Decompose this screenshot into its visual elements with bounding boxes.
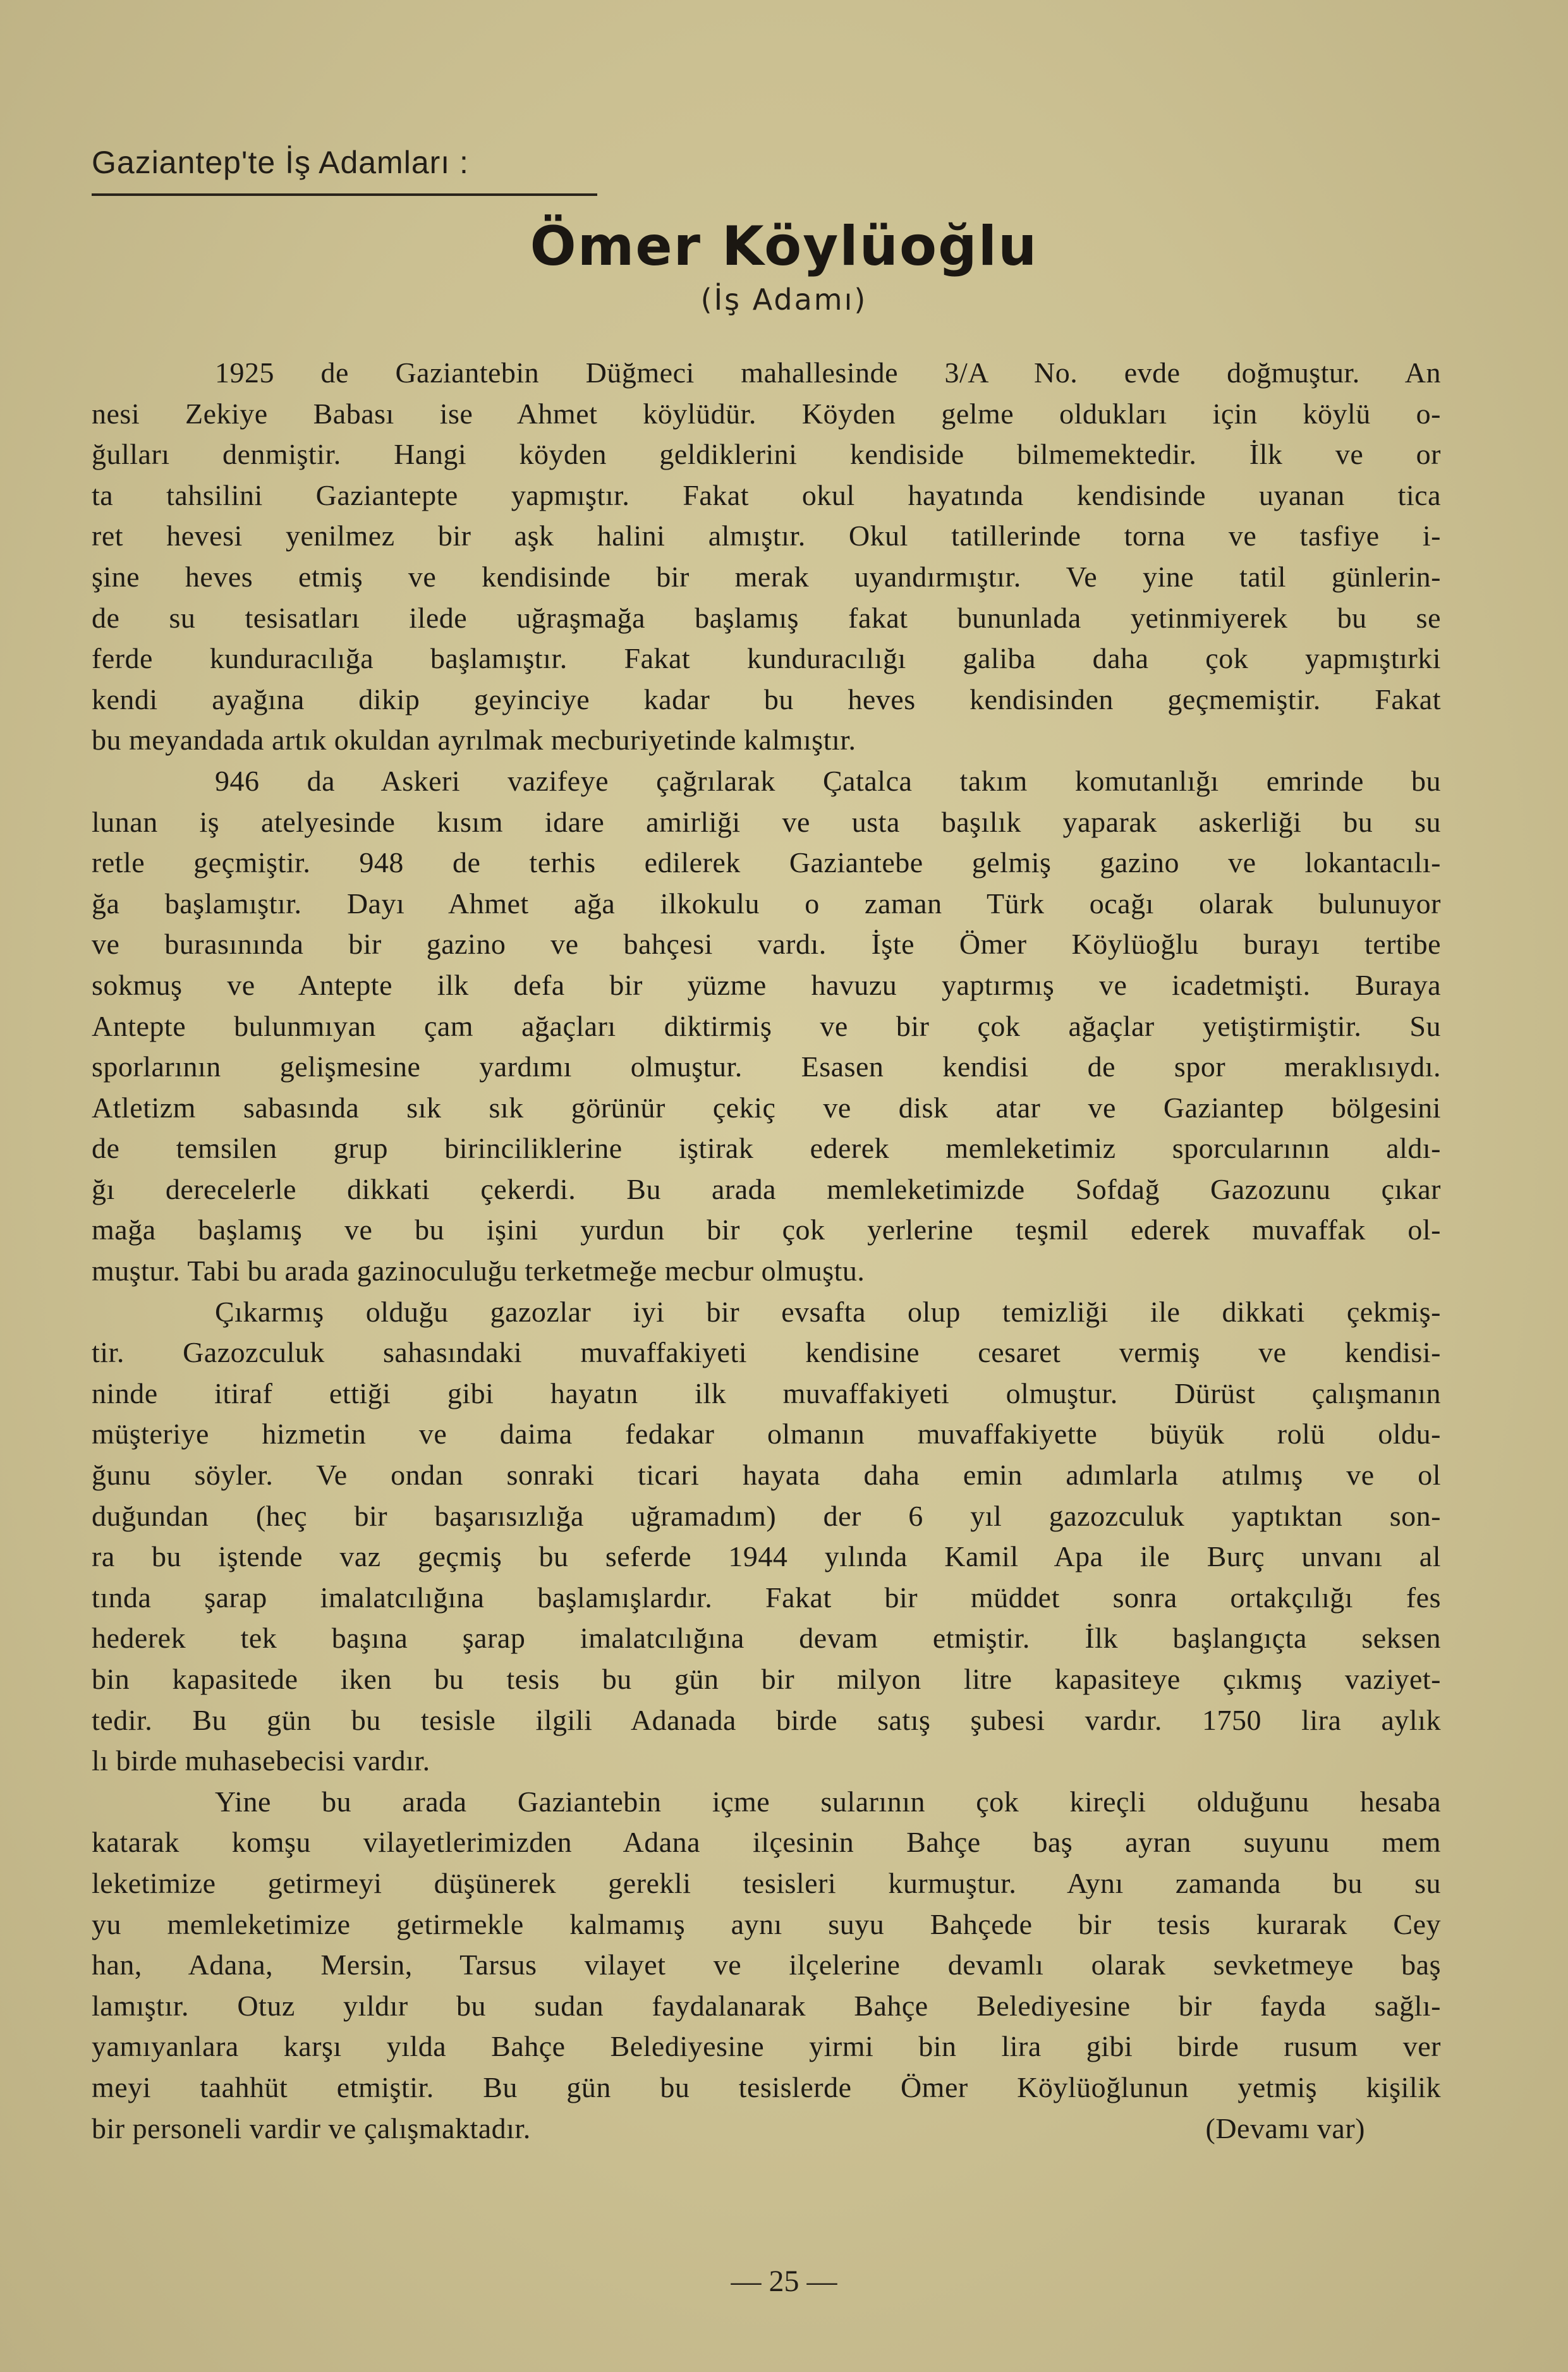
article-line: Atletizm sabasında sık sık görünür çekiç ve disk atar ve Gaziantep bölgesini [92,1091,1441,1124]
article-line: lunan iş atelyesinde kısım idare amirliği ve usta başılık yaparak askerliği bu su [92,805,1441,838]
article-final-line [92,2108,1441,2150]
article-line: hederek tek başına şarap imalatcılığına devam etmiştir. İlk başlangıçta seksen [92,1622,1441,1655]
article-line: ret hevesi yenilmez bir aşk halini almıştır. Okul tatillerinde torna ve tasfiye i- [92,520,1441,552]
article-title: Ömer Köylüoğlu [530,215,1038,278]
article-line: ğa başlamıştır. Dayı Ahmet ağa ilkokulu o zaman Türk ocağı olarak bulunuyor [92,887,1441,920]
article-line: lı birde muhasebecisi vardır. [92,1744,430,1777]
article-line: 946 da Askeri vazifeye çağrılarak Çatalca takım komutanlığı emrinde bu [215,764,1441,797]
article-line: ğulları denmiştir. Hangi köyden geldiklerini kendiside bilmemektedir. İlk ve or [92,438,1441,471]
article-line: ta tahsilini Gaziantepte yapmıştır. Fakat okul hayatında kendisinde uyanan tica [92,478,1441,511]
article-line: nesi Zekiye Babası ise Ahmet köylüdür. Köyden gelme oldukları için köylü o- [92,397,1441,430]
article-line: duğundan (heç bir başarısızlığa uğramadım) der 6 yıl gazozculuk yaptıktan son- [92,1499,1441,1532]
article-line: ğı derecelerle dikkati çekerdi. Bu arada memleketimizde Sofdağ Gazozunu çıkar [92,1172,1441,1205]
article-line: muştur. Tabi bu arada gazinoculuğu terketmeğe mecbur olmuştu. [92,1255,865,1287]
article-line: yu memleketimize getirmekle kalmamış aynı suyu Bahçede bir tesis kurarak Cey [92,1907,1441,1940]
article-body [92,353,1441,2149]
article-line: yamıyanlara karşı yılda Bahçe Belediyesine yirmi bin lira gibi birde rusum ver [92,2030,1441,2063]
article-line: de temsilen grup birinciliklerine iştirak ederek memleketimiz sporcularının aldı- [92,1132,1441,1165]
article-line: şine heves etmiş ve kendisinde bir merak uyandırmıştır. Ve yine tatil günlerin- [92,560,1441,593]
article-line: meyi taahhüt etmiştir. Bu gün bu tesislerde Ömer Köylüoğlunun yetmiş kişilik [92,2071,1441,2103]
article-line: leketimize getirmeyi düşünerek gerekli tesisleri kurmuştur. Aynı zamanda bu su [92,1866,1441,1899]
article-line: 1925 de Gaziantebin Düğmeci mahallesinde 3/A No. evde doğmuştur. An [215,356,1441,389]
section-label: Gaziantep'te İş Adamları : [92,145,469,180]
article-line: ferde kunduracılığa başlamıştır. Fakat kunduracılığı galiba daha çok yapmıştırki [92,642,1441,675]
article-line: tedir. Bu gün bu tesisle ilgili Adanada birde satış şubesi vardır. 1750 lira aylık [92,1703,1441,1736]
article-line: ninde itiraf ettiği gibi hayatın ilk muvaffakiyeti olmuştur. Dürüst çalışmanın [92,1377,1441,1409]
article-subtitle: (İş Adamı) [700,283,868,317]
article-line: mağa başlamış ve bu işini yurdun bir çok yerlerine teşmil ederek muvaffak ol- [92,1213,1441,1246]
article-line: tir. Gazozculuk sahasındaki muvaffakiyeti kendisine cesaret vermiş ve kendisi- [92,1336,1441,1369]
article-line: sokmuş ve Antepte ilk defa bir yüzme havuzu yaptırmış ve icadetmişti. Buraya [92,968,1441,1001]
page-number: — 25 — [731,2265,837,2298]
article-line: lamıştır. Otuz yıldır bu sudan faydalanarak Bahçe Belediyesine bir fayda sağlı- [92,1989,1441,2022]
article-line: sporlarının gelişmesine yardımı olmuştur. Esasen kendisi de spor meraklısıydı. [92,1050,1441,1083]
article-line: Antepte bulunmıyan çam ağaçları diktirmiş ve bir çok ağaçlar yetiştirmiştir. Su [92,1009,1441,1042]
article-line: müşteriye hizmetin ve daima fedakar olmanın muvaffakiyette büyük rolü oldu- [92,1418,1441,1451]
article-line: Çıkarmış olduğu gazozlar iyi bir evsafta olup temizliği ile dikkati çekmiş- [215,1295,1441,1328]
section-label-underline [92,193,597,196]
article-line: de su tesisatları ilede uğraşmağa başlamış fakat bununlada yetinmiyerek bu se [92,601,1441,634]
article-line: bu meyandada artık okuldan ayrılmak mecburiyetinde kalmıştır. [92,724,856,757]
article-line: ve burasınında bir gazino ve bahçesi vardı. İşte Ömer Köylüoğlu burayı tertibe [92,928,1441,961]
continued-note: (Devamı var) [1205,2112,1365,2144]
article-line: ğunu söyler. Ve ondan sonraki ticari hayata daha emin adımlarla atılmış ve ol [92,1459,1441,1492]
article-line: ra bu iştende vaz geçmiş bu seferde 1944 yılında Kamil Apa ile Burç unvanı al [92,1540,1441,1573]
article-line: retle geçmiştir. 948 de terhis edilerek Gaziantebe gelmiş gazino ve lokantacılı- [92,846,1441,879]
article-line: kendi ayağına dikip geyinciye kadar bu heves kendisinden geçmemiştir. Fakat [92,683,1441,715]
article-line: Yine bu arada Gaziantebin içme sularının çok kireçli olduğunu hesaba [215,1785,1441,1818]
article-line: bin kapasitede iken bu tesis bu gün bir milyon litre kapasiteye çıkmış vaziyet- [92,1663,1441,1695]
article-line: tında şarap imalatcılığına başlamışlardır. Fakat bir müddet sonra ortakçılığı fes [92,1581,1441,1614]
article-line: bir personeli vardir ve çalışmaktadır. [92,2112,531,2144]
article-line: han, Adana, Mersin, Tarsus vilayet ve ilçelerine devamlı olarak sevketmeye baş [92,1949,1441,1981]
article-line: katarak komşu vilayetlerimizden Adana ilçesinin Bahçe baş ayran suyunu mem [92,1826,1441,1859]
